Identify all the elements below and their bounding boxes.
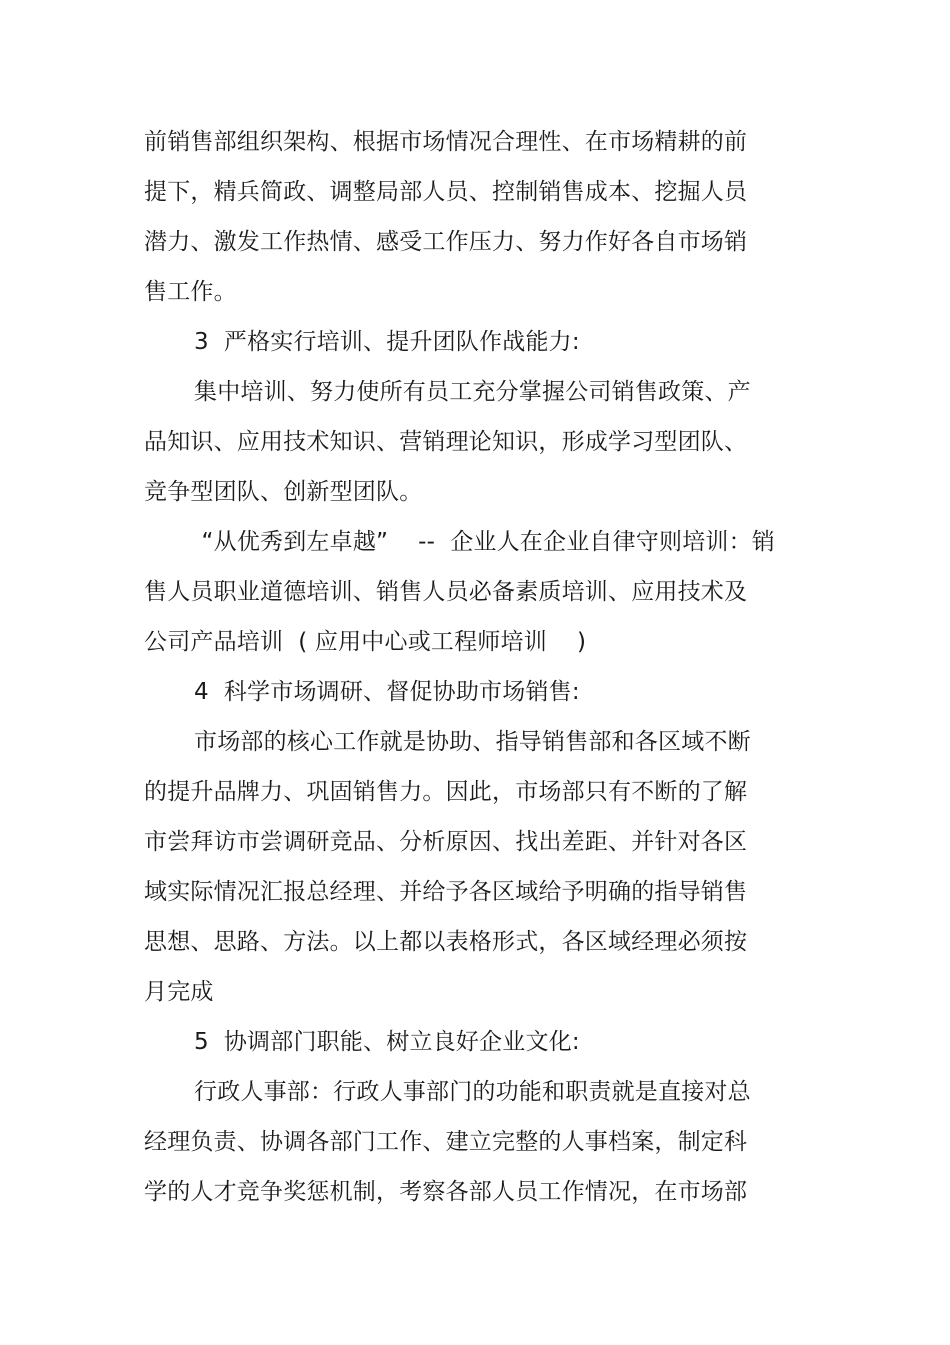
section-heading-5: 5 协调部门职能、树立良好企业文化: [194, 1029, 580, 1055]
paragraph-line: 学的人才竞争奖惩机制，考察各部人员工作情况，在市场部 [144, 1179, 748, 1205]
paragraph-line: 经理负责、协调各部门工作、建立完整的人事档案，制定科 [144, 1129, 748, 1155]
paragraph-line: 售工作。 [144, 279, 237, 305]
paragraph-line: 市尝拜访市尝调研竞品、分析原因、找出差距、并针对各区 [144, 829, 748, 855]
paragraph-line: 行政人事部：行政人事部门的功能和职责就是直接对总 [194, 1079, 751, 1105]
paragraph-line: 月完成 [144, 979, 214, 1005]
paragraph-line: 提下，精兵简政、调整局部人员、控制销售成本、挖掘人员 [144, 179, 748, 205]
paragraph-line: 域实际情况汇报总经理、并给予各区域给予明确的指导销售 [144, 879, 748, 905]
paragraph-line: 售人员职业道德培训、销售人员必备素质培训、应用技术及 [144, 579, 748, 605]
paragraph-line: 市场部的核心工作就是协助、指导销售部和各区域不断 [194, 729, 751, 755]
section-heading-3: 3 严格实行培训、提升团队作战能力: [194, 329, 580, 355]
paragraph-line: 竞争型团队、创新型团队。 [144, 479, 423, 505]
paragraph-line: 集中培训、努力使所有员工充分掌握公司销售政策、产 [194, 379, 751, 405]
paragraph-line: 的提升品牌力、巩固销售力。因此，市场部只有不断的了解 [144, 779, 748, 805]
paragraph-line: 公司产品培训 ( 应用中心或工程师培训 ) [144, 629, 587, 655]
paragraph-line: 思想、思路、方法。以上都以表格形式，各区域经理必须按 [144, 929, 748, 955]
paragraph-line: 潜力、激发工作热情、感受工作压力、努力作好各自市场销 [144, 229, 748, 255]
paragraph-line: “从优秀到左卓越” -- 企业人在企业自律守则培训：销 [194, 529, 776, 555]
section-heading-4: 4 科学市场调研、督促协助市场销售: [194, 679, 580, 705]
paragraph-line: 前销售部组织架构、根据市场情况合理性、在市场精耕的前 [144, 129, 748, 155]
paragraph-line: 品知识、应用技术知识、营销理论知识，形成学习型团队、 [144, 429, 748, 455]
